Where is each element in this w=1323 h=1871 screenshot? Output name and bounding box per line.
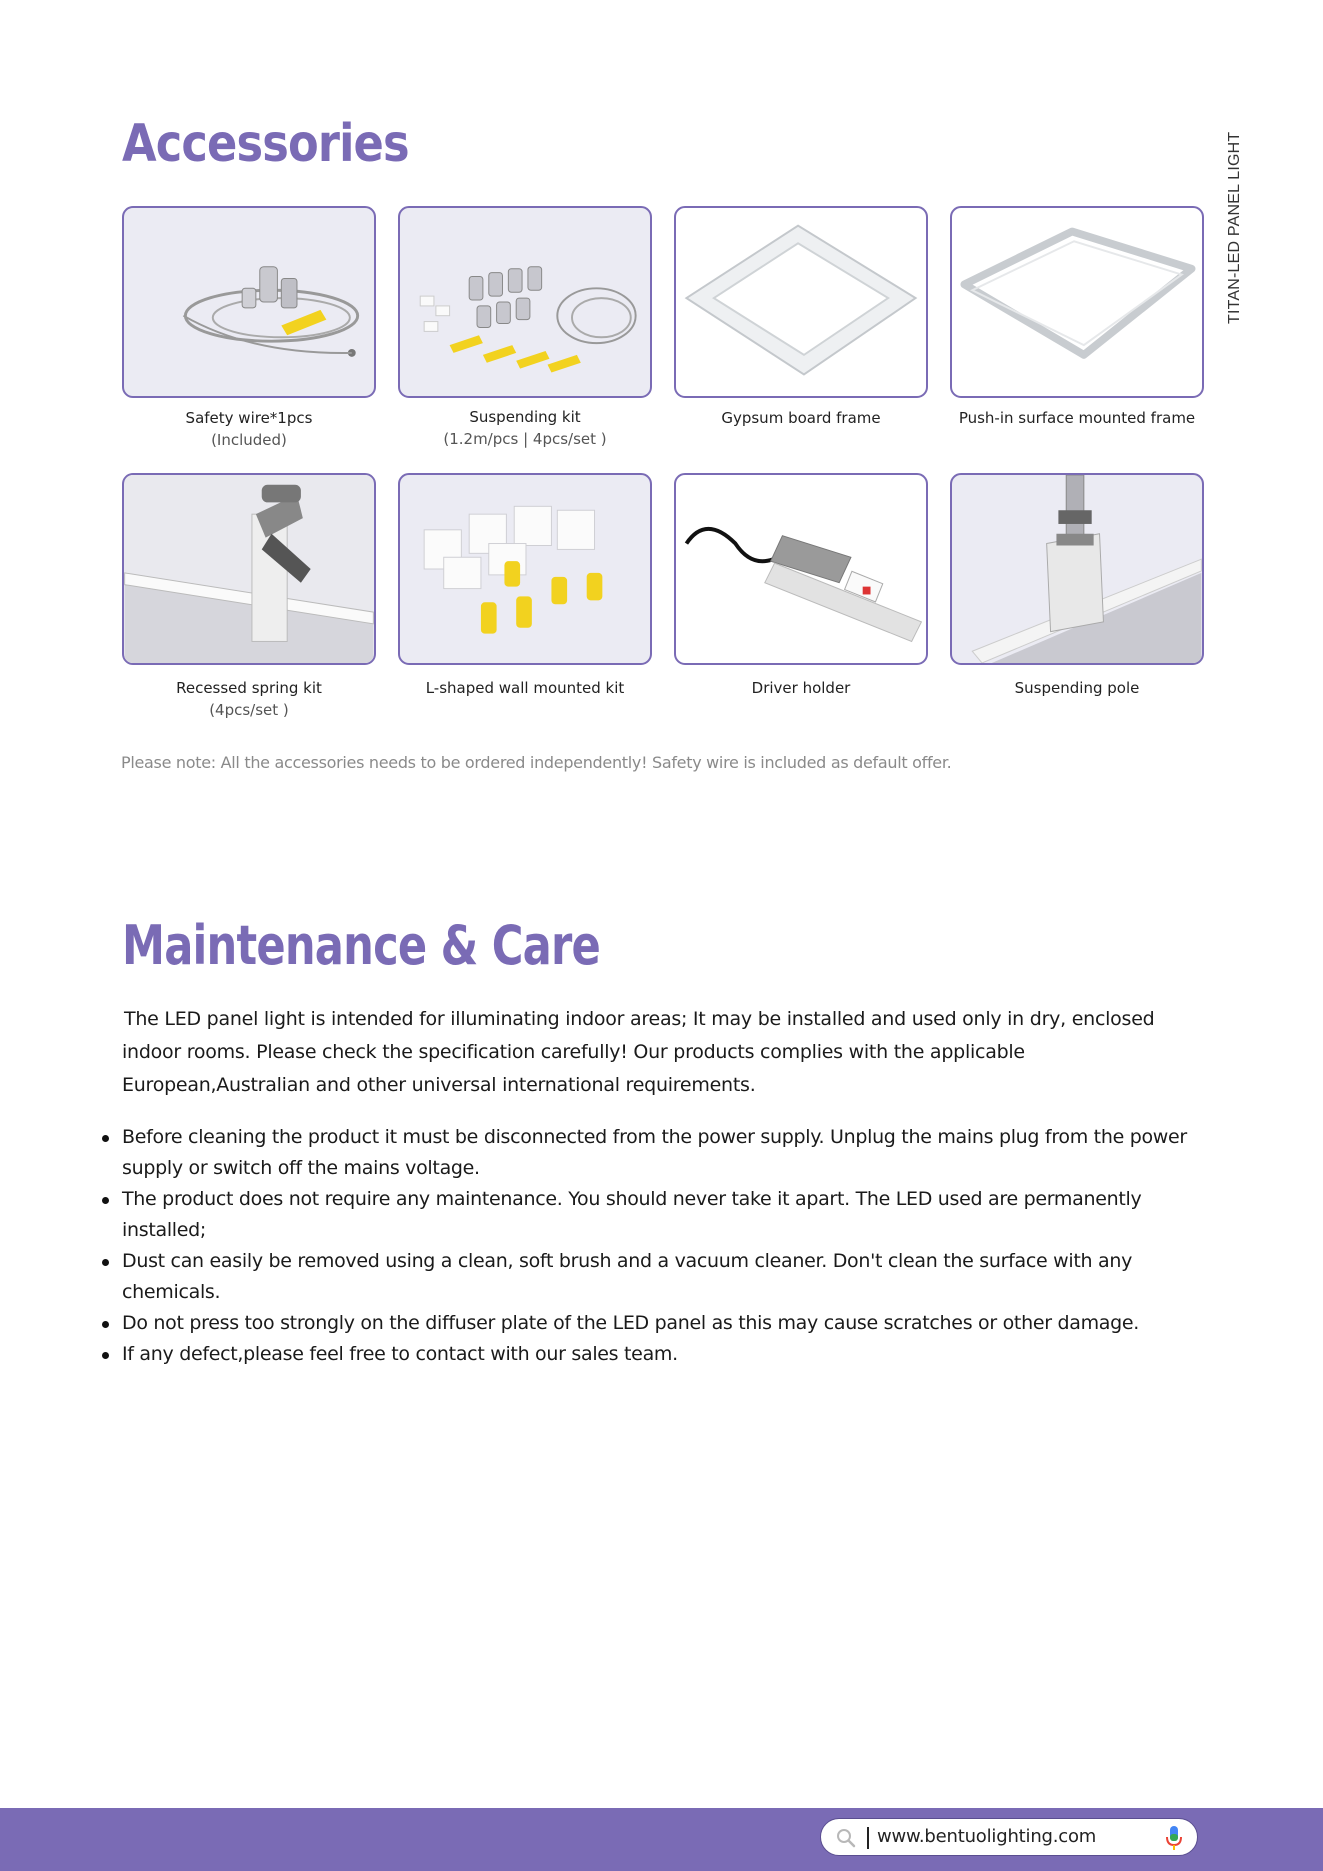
list-item: If any defect,please feel free to contact with our sales team.	[122, 1339, 1212, 1370]
suspending-kit-image	[398, 206, 652, 398]
accessories-note: Please note: All the accessories needs to be ordered independently! Safety wire is included as default offer.	[121, 753, 952, 772]
side-title: TITAN-LED PANEL LIGHT	[1226, 131, 1243, 324]
search-icon	[835, 1827, 857, 1849]
website-search-bar[interactable]	[820, 1818, 1198, 1856]
caption-safety-wire-sub: (Included)	[211, 431, 287, 449]
surface-frame-image	[950, 206, 1204, 398]
safety-wire-image	[122, 206, 376, 398]
maintenance-heading: Maintenance & Care	[122, 914, 601, 977]
caption-spring-kit: Recessed spring kit	[176, 679, 322, 697]
caption-l-bracket-kit: L-shaped wall mounted kit	[425, 679, 625, 697]
caption-suspending-kit-sub: (1.2m/pcs | 4pcs/set )	[443, 430, 607, 448]
caption-driver-holder: Driver holder	[751, 679, 851, 697]
gypsum-frame-image	[674, 206, 928, 398]
caption-spring-kit-sub: (4pcs/set )	[209, 701, 289, 719]
caption-gypsum-frame: Gypsum board frame	[721, 409, 881, 427]
list-item: Dust can easily be removed using a clean, soft brush and a vacuum cleaner. Don't clean the surface with any chemicals.	[122, 1246, 1212, 1308]
website-url[interactable]: www.bentuolighting.com	[877, 1826, 1097, 1847]
list-item: The product does not require any maintenance. You should never take it apart. The LED used are permanently installed;	[122, 1184, 1212, 1246]
maintenance-list	[122, 1122, 1212, 1370]
caption-safety-wire: Safety wire*1pcs	[185, 409, 313, 427]
driver-holder-image	[674, 473, 928, 665]
list-item: Before cleaning the product it must be disconnected from the power supply. Unplug the mains plug from the power supply or switch off the mains voltage.	[122, 1122, 1212, 1184]
text-caret	[867, 1827, 869, 1849]
caption-surface-frame: Push-in surface mounted frame	[958, 409, 1196, 427]
spring-kit-image	[122, 473, 376, 665]
microphone-icon[interactable]	[1165, 1825, 1183, 1851]
caption-suspending-kit: Suspending kit	[469, 408, 581, 426]
caption-suspending-pole: Suspending pole	[1014, 679, 1140, 697]
suspending-pole-image	[950, 473, 1204, 665]
accessories-heading: Accessories	[122, 114, 409, 174]
list-item: Do not press too strongly on the diffuser plate of the LED panel as this may cause scratches or other damage.	[122, 1308, 1212, 1339]
maintenance-intro: The LED panel light is intended for illuminating indoor areas; It may be installed and used only in dry, enclosed indoor rooms. Please check the specification carefully! Our products complies with the applicable European,Australian and other universal international requirements.	[122, 1008, 1155, 1096]
l-bracket-kit-image	[398, 473, 652, 665]
